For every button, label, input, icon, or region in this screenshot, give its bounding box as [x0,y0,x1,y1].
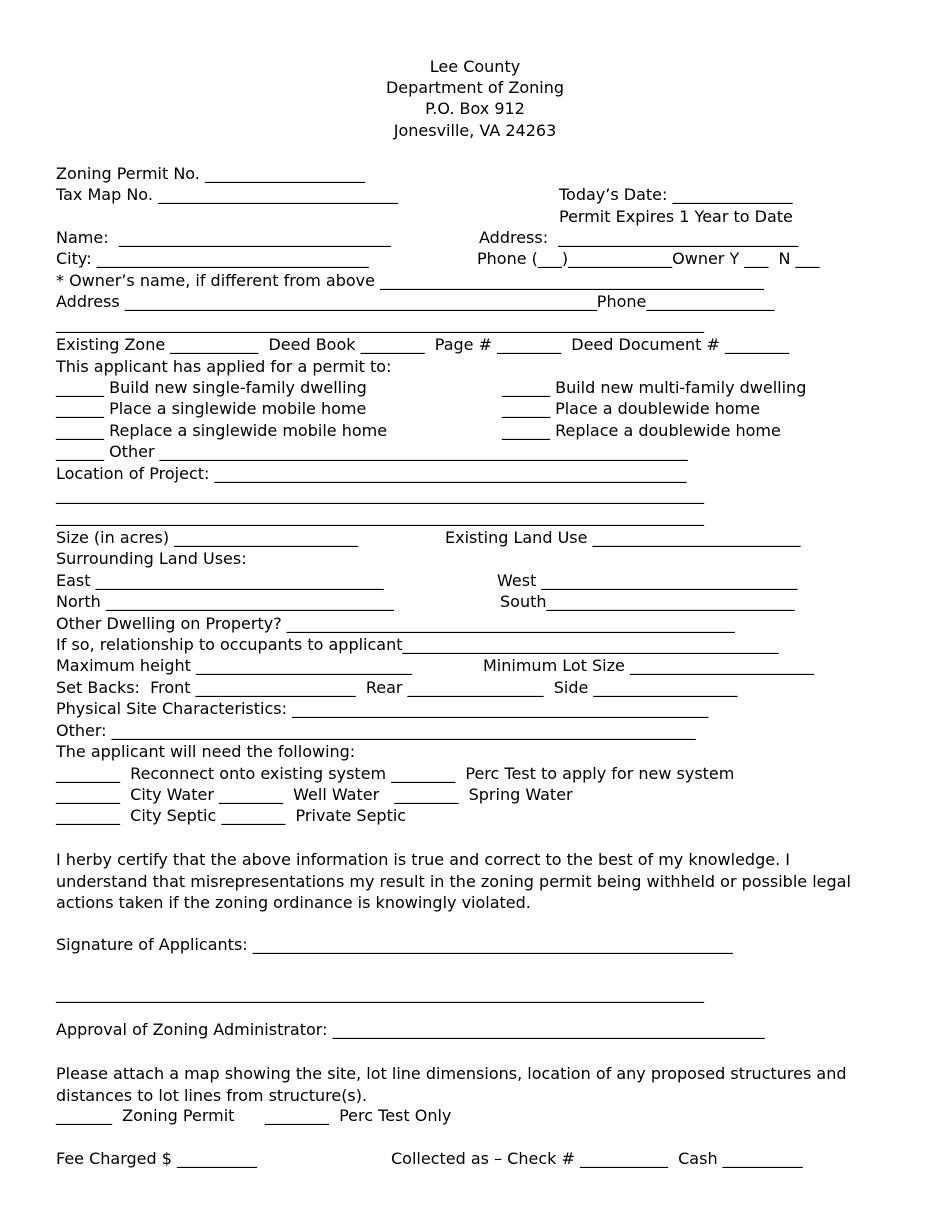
south-field[interactable]: South_______________________________ [500,592,795,611]
east-field[interactable]: East ____________________________________ [56,571,384,590]
permit-expires-note: Permit Expires 1 Year to Date [559,207,793,226]
phone-owner-field[interactable]: Phone (___)_____________Owner Y ___ N ___ [477,249,820,268]
approval-field[interactable]: Approval of Zoning Administrator: ______________________________________________________ [56,1020,765,1039]
blank-line[interactable]: _________________________________________________________________________________ [56,984,704,1003]
size-field[interactable]: Size (in acres) _______________________ [56,528,359,547]
setbacks-field[interactable]: Set Backs: Front ____________________ Rear _________________ Side __________________ [56,678,738,697]
blank-line[interactable]: _________________________________________________________________________________ [56,485,704,504]
replace-double-option[interactable]: ______ Replace a doublewide home [502,421,781,440]
build-single-option[interactable]: ______ Build new single-family dwelling [56,378,367,397]
name-field[interactable]: Name: __________________________________ [56,228,391,247]
water-options[interactable]: ________ City Water ________ Well Water ________ Spring Water [56,785,573,804]
attach-map-text: Please attach a map showing the site, lot line dimensions, location of any proposed structures and distances to lot lines from structure(s). [56,1064,847,1105]
certification-text: I herby certify that the above information is true and correct to the best of my knowledge. I understand that misrepresentations my result in the zoning permit being withheld or possible legal actions taken if the zoning ordinance is knowingly violated. [56,850,851,912]
west-field[interactable]: West ________________________________ [497,571,798,590]
applied-heading: This applicant has applied for a permit to: [56,357,392,376]
blank-line[interactable]: _________________________________________________________________________________ [56,507,704,526]
other-field[interactable]: Other: _________________________________________________________________________ [56,721,696,740]
header-department: Department of Zoning [385,78,565,97]
tax-map-field[interactable]: Tax Map No. ______________________________ [56,185,398,204]
location-field[interactable]: Location of Project: ___________________________________________________________ [56,464,687,483]
permit-type-options[interactable]: _______ Zoning Permit ________ Perc Test Only [56,1106,452,1125]
build-multi-option[interactable]: ______ Build new multi-family dwelling [502,378,807,397]
collected-field[interactable]: Collected as – Check # ___________ Cash __________ [391,1149,803,1168]
max-height-field[interactable]: Maximum height ___________________________ [56,656,413,675]
north-field[interactable]: North ____________________________________ [56,592,394,611]
address-field[interactable]: Address: ______________________________ [479,228,799,247]
other-dwelling-field[interactable]: Other Dwelling on Property? ________________________________________________________ [56,614,735,633]
reconnect-option[interactable]: ________ Reconnect onto existing system ________ Perc Test to apply for new system [56,764,735,783]
owner-name-field[interactable]: * Owner’s name, if different from above ________________________________________________ [56,271,765,290]
zone-deed-field[interactable]: Existing Zone ___________ Deed Book ________ Page # ________ Deed Document # ________ [56,335,789,354]
septic-options[interactable]: ________ City Septic ________ Private Septic [56,806,407,825]
place-single-option[interactable]: ______ Place a singlewide mobile home [56,399,367,418]
land-use-field[interactable]: Existing Land Use __________________________ [445,528,801,547]
physical-site-field[interactable]: Physical Site Characteristics: ____________________________________________________ [56,699,709,718]
blank-line[interactable]: _________________________________________________________________________________ [56,314,704,333]
place-double-option[interactable]: ______ Place a doublewide home [502,399,761,418]
fee-field[interactable]: Fee Charged $ __________ [56,1149,258,1168]
todays-date-field[interactable]: Today’s Date: _______________ [559,185,793,204]
needs-heading: The applicant will need the following: [56,742,356,761]
other-option[interactable]: ______ Other __________________________________________________________________ [56,442,688,461]
owner-address-field[interactable]: Address ___________________________________________________________Phone________________ [56,292,775,311]
relationship-field[interactable]: If so, relationship to occupants to applicant_______________________________________________ [56,635,779,654]
city-field[interactable]: City: __________________________________ [56,249,369,268]
replace-single-option[interactable]: ______ Replace a singlewide mobile home [56,421,388,440]
header-po-box: P.O. Box 912 [425,99,525,118]
min-lot-size-field[interactable]: Minimum Lot Size _______________________ [483,656,814,675]
permit-number-field[interactable]: Zoning Permit No. ____________________ [56,164,365,183]
signature-field[interactable]: Signature of Applicants: ____________________________________________________________ [56,935,733,954]
surrounding-heading: Surrounding Land Uses: [56,549,247,568]
header-city-state: Jonesville, VA 24263 [393,121,557,140]
header-county: Lee County [429,57,521,76]
